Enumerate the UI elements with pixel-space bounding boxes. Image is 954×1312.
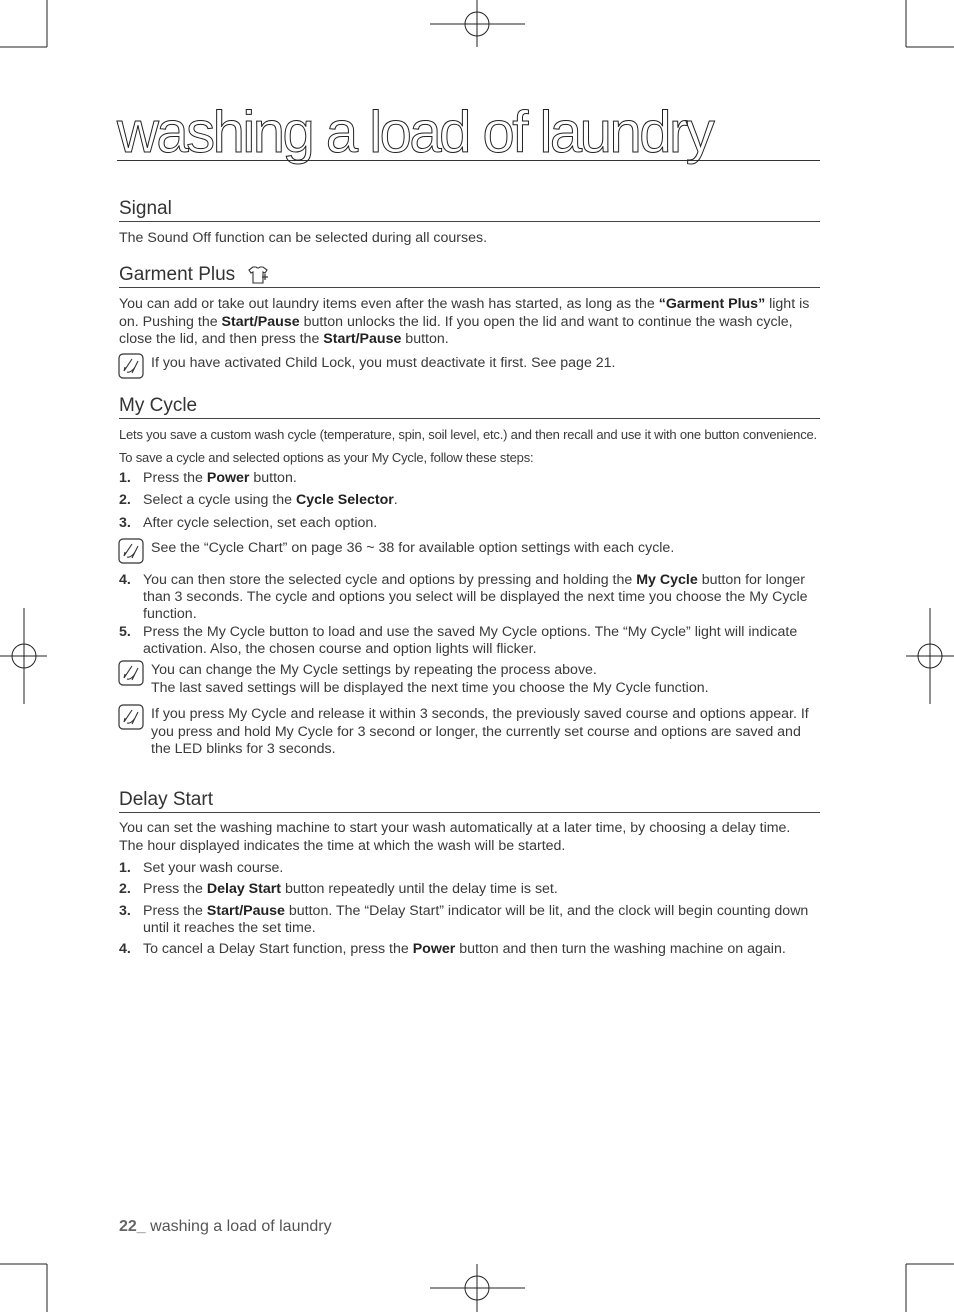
footer-label: washing a load of laundry bbox=[145, 1218, 332, 1235]
signal-section bbox=[119, 198, 820, 248]
my-cycle-note-1: See the “Cycle Chart” on page 36 ~ 38 for available option settings with each cycle. bbox=[119, 540, 820, 564]
list-item: 3. Press the Start/Pause button. The “Delay Start” indicator will be lit, and the clock will begin counting down until it reaches the set time. bbox=[119, 902, 809, 936]
page-title: washing a load of laundry bbox=[117, 106, 820, 161]
my-cycle-note-3: If you press My Cycle and release it within 3 seconds, the previously saved course and options appear. If you press and hold My Cycle for 3 second or longer, the currently set course and options are saved and the LED blinks for 3 seconds. bbox=[119, 706, 820, 759]
list-item: 4. You can then store the selected cycle and options by pressing and holding the My Cycle button for longer than 3 seconds. The cycle and options you select will be displayed the next time you choose the My Cycle function. bbox=[119, 571, 808, 623]
note-icon bbox=[118, 660, 144, 686]
list-item: 5. Press the My Cycle button to load and use the saved My Cycle options. The “My Cycle” light will indicate activation. Also, the chosen course and option lights will flicker. bbox=[119, 623, 798, 658]
delay-start-heading: Delay Start bbox=[119, 789, 820, 813]
my-cycle-note-2: You can change the My Cycle settings by repeating the process above. The last saved settings will be displayed the next time you choose the My Cycle function. bbox=[119, 662, 820, 697]
note-icon bbox=[118, 353, 144, 379]
garment-plus-icon bbox=[247, 265, 269, 285]
list-item: 1. Press the Power button. bbox=[119, 470, 297, 486]
note-icon bbox=[118, 704, 144, 730]
list-item: 2. Select a cycle using the Cycle Selector. bbox=[119, 492, 398, 509]
my-cycle-heading: My Cycle bbox=[119, 395, 820, 419]
garment-plus-section bbox=[119, 264, 820, 379]
garment-plus-note: If you have activated Child Lock, you must deactivate it first. See page 21. bbox=[119, 355, 820, 379]
list-item: 1. Set your wash course. bbox=[119, 860, 284, 876]
my-cycle-intro-2: To save a cycle and selected options as your My Cycle, follow these steps: bbox=[119, 450, 534, 465]
page-footer bbox=[119, 1218, 332, 1236]
page-number: 22_ bbox=[119, 1218, 146, 1235]
list-item: 2. Press the Delay Start button repeatedly until the delay time is set. bbox=[119, 881, 558, 898]
delay-start-intro: You can set the washing machine to start your wash automatically at a later time, by choosing a delay time. The hour displayed indicates the time at which the wash will be started. bbox=[119, 820, 791, 854]
my-cycle-section bbox=[119, 395, 820, 759]
delay-start-steps bbox=[119, 860, 820, 958]
my-cycle-steps bbox=[119, 470, 820, 759]
list-item: 3. After cycle selection, set each option. bbox=[119, 514, 378, 531]
signal-heading: Signal bbox=[119, 198, 820, 222]
list-item: 4. To cancel a Delay Start function, press the Power button and then turn the washing machine on again. bbox=[119, 941, 786, 958]
signal-text: The Sound Off function can be selected during all courses. bbox=[119, 230, 488, 246]
note-icon bbox=[118, 538, 144, 564]
my-cycle-intro-1: Lets you save a custom wash cycle (temperature, spin, soil level, etc.) and then recall and use it with one button convenience. bbox=[119, 427, 817, 442]
delay-start-section bbox=[119, 789, 820, 958]
garment-plus-text: You can add or take out laundry items even after the wash has started, as long as the “Garment Plus” light is on. Pushing the Start/Pause button unlocks the lid. If you open the lid and want to continue the wash cycle, close the lid, and then press the Start/Pause button. bbox=[119, 296, 810, 347]
garment-plus-heading: Garment Plus bbox=[119, 264, 820, 288]
